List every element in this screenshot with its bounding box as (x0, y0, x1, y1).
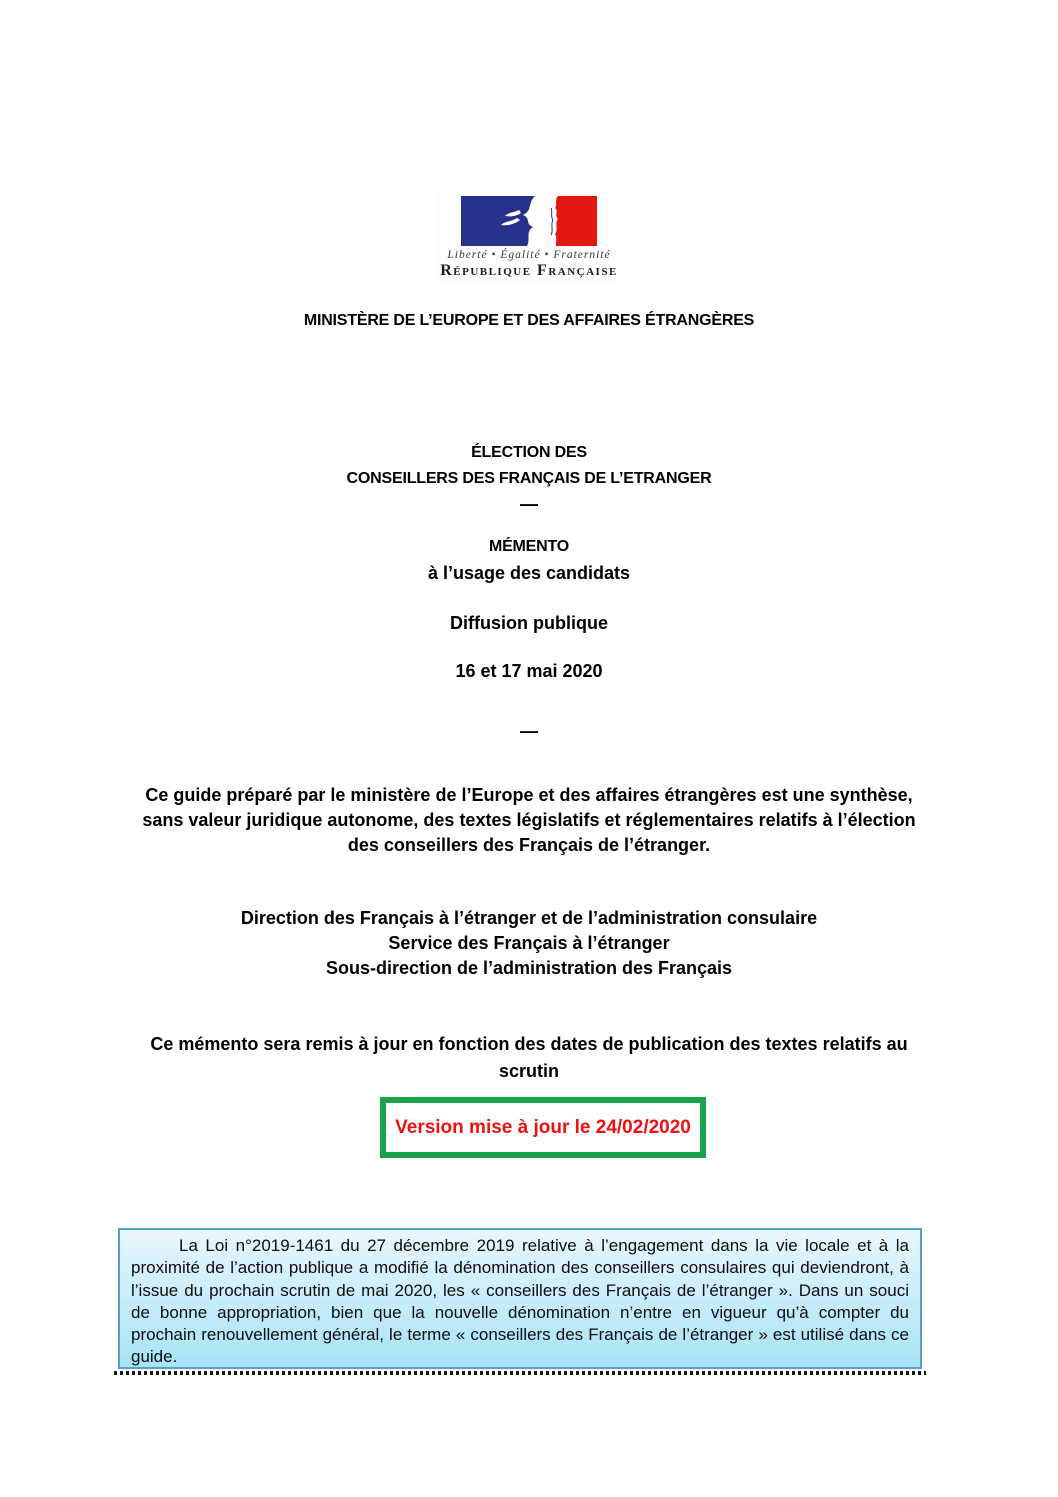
law-notice-box (118, 1228, 922, 1369)
republique-francaise-logo (0, 193, 1058, 283)
separator-dash: — (520, 721, 538, 741)
election-title (0, 440, 1058, 492)
logo-container (435, 193, 623, 283)
dotted-divider (114, 1371, 926, 1375)
direction-line2: Service des Français à l’étranger (388, 933, 670, 953)
law-notice-text: La Loi n°2019-1461 du 27 décembre 2019 relative à l’engagement dans la vie locale et à la proximité de l’action publique a modifié la dénomination des conseillers consulaires qui deviendront, à l’issue du prochain scrutin de mai 2020, les « conseillers des Français de l’étranger ». Dans un souci de bonne appropriation, bien que la nouvelle dénomination n’entre en vigueur qu’à compter du prochain renouvellement général, le terme « conseillers des Français de l’étranger » est utilisé dans ce guide. (131, 1236, 909, 1367)
french-flag-marianne-icon (461, 196, 597, 246)
version-date-label: Version mise à jour le 24/02/2020 (395, 1116, 691, 1138)
memento-line1: MÉMENTO (488, 538, 570, 555)
separator-dash: — (520, 494, 538, 514)
logo-motto: Liberté • Égalité • Fraternité (447, 249, 611, 261)
diffusion-label: Diffusion publique (450, 613, 608, 633)
issuing-directorate (0, 906, 1058, 981)
memento-heading (0, 533, 1058, 587)
guide-description-paragraph: Ce guide préparé par le ministère de l’Europe et des affaires étrangères est une synthèse, sans valeur juridique autonome, des textes législatifs et réglementaires relatifs à l’élection des conseillers des Français de l’étranger. (142, 785, 916, 855)
election-title-line2: CONSEILLERS DES FRANÇAIS DE L’ETRANGER (346, 470, 712, 487)
election-dates: 16 et 17 mai 2020 (455, 661, 603, 681)
direction-line1: Direction des Français à l’étranger et de l’administration consulaire (240, 908, 818, 928)
election-title-line1: ÉLECTION DES (471, 444, 587, 461)
logo-republic-name: République Française (440, 262, 618, 279)
memento-line2: à l’usage des candidats (427, 563, 631, 583)
update-notice-paragraph: Ce mémento sera remis à jour en fonction des dates de publication des textes relatifs au scrutin (150, 1034, 908, 1081)
ministry-title: MINISTÈRE DE L’EUROPE ET DES AFFAIRES ÉTRANGÈRES (303, 312, 755, 329)
version-box (380, 1097, 706, 1158)
direction-line3: Sous-direction de l’administration des Français (325, 958, 733, 978)
